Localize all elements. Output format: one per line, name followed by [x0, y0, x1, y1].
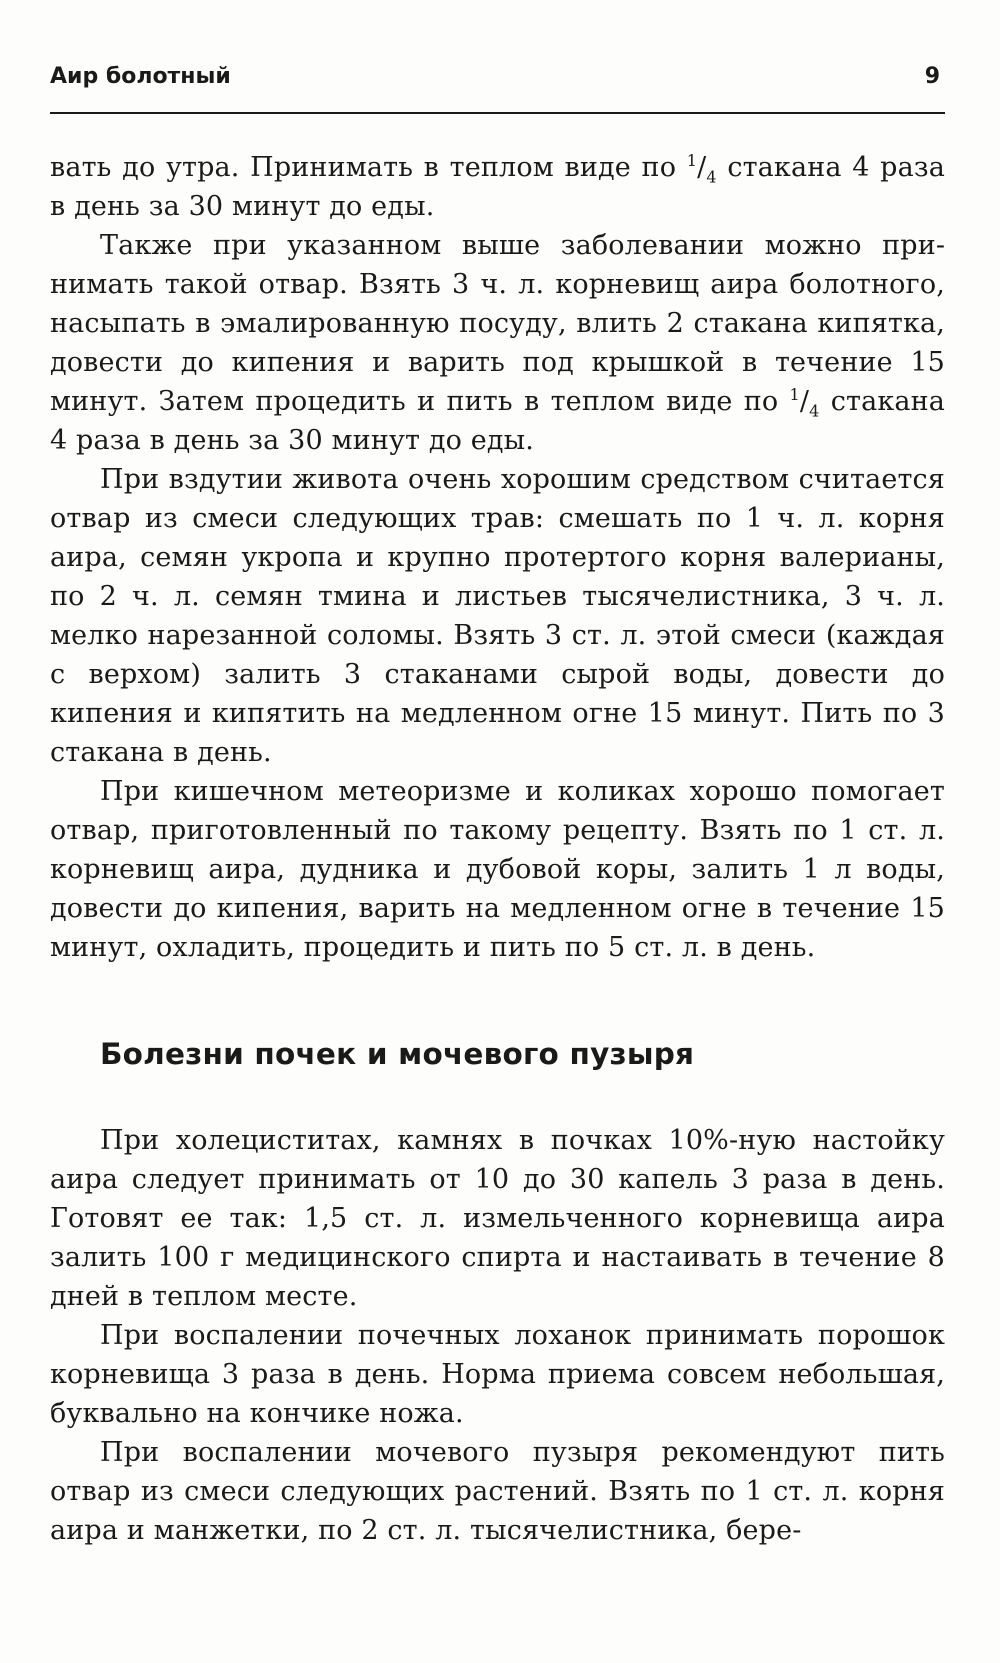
paragraph: вать до утра. Принимать в теплом виде по $^1/_4$ стакана 4 раза в день за 30 минут до еды.: [50, 151, 945, 222]
section-aerophagy-text: [50, 148, 945, 967]
section-kidney-text: [50, 1121, 945, 1550]
paragraph: При вздутии живота очень хорошим средством считается отвар из смеси следующих трав: смешать по 1 ч. л. корня аира, семян укропа и крупно протертого корня валерианы, по 2 ч. л. семян тмина и листьев тысячелистника, 3 ч. л. мелко нарезанной соломы. Взять 3 ст. л. этой смеси (каждая с верхом) залить 3 стаканами сырой воды, довести до кипения и кипятить на медленном огне 15 минут. Пить по 3 стакана в день.: [50, 464, 945, 768]
header-rule: [50, 112, 945, 114]
running-head: [50, 58, 945, 108]
fraction-numerator: 1: [686, 151, 698, 170]
paragraph-text: Также при указанном выше заболевании можно принимать такой отвар. Взять 3 ч. л. корневищ аира болотного, насыпать в эмалированную посуду, влить 2 стакана кипятка, довести до кипения и варить под крышкой в течение 15 минут. Затем процедить и пить в теплом виде по: [50, 230, 945, 417]
paragraph: Также при указанном выше заболевании можно принимать такой отвар. Взять 3 ч. л. корневищ аира болотного, насыпать в эмалированную посуду, влить 2 стакана кипятка, довести до кипения и варить под крышкой в течение 15 минут. Затем процедить и пить в теплом виде по $^1/_4$ стакана 4 раза в день за 30 минут до еды.: [50, 230, 945, 456]
paragraph: При воспалении мочевого пузыря рекомендуют пить отвар из смеси следующих растений. Взять по 1 ст. л. корня аира и манжетки, по 2 ст. л. тысячелистника, бере-: [50, 1437, 945, 1546]
fraction-denominator: 4: [809, 401, 820, 421]
fraction-denominator: 4: [706, 167, 717, 187]
fraction-numerator: 1: [789, 385, 800, 404]
paragraph: При воспалении почечных лоханок принимать порошок корневища 3 раза в день. Норма приема совсем небольшая, буквально на кончике ножа.: [50, 1320, 945, 1429]
paragraph-text: стакана 4 раза в день за 30 минут до еды.: [50, 386, 945, 456]
paragraph-text: вать до утра. Принимать в теплом виде по: [50, 152, 687, 183]
paragraph: При холециститах, камнях в почках 10%-ную настойку аира следует принимать от 10 до 30 капель 3 раза в день. Готовят ее так: 1,5 ст. л. измельченного корневища аира залить 100 г медицинского спирта и настаивать в течение 8 дней в теплом месте.: [50, 1125, 945, 1312]
paragraph: При кишечном метеоризме и коликах хорошо помогает отвар, приготовленный по такому рецепту. Взять по 1 ст. л. корневищ аира, дудника и дубовой коры, залить 1 л воды, довести до кипения, варить на медленном огне в течение 15 минут, охладить, процедить и пить по 5 ст. л. в день.: [50, 776, 945, 963]
page-number: 9: [924, 64, 940, 89]
running-head-title: Аир болотный: [50, 64, 231, 89]
paragraph-text: стакана 4 раза в день за 30 минут до еды.: [50, 152, 945, 222]
section-heading: Болезни почек и мочевого пузыря: [100, 1037, 695, 1071]
